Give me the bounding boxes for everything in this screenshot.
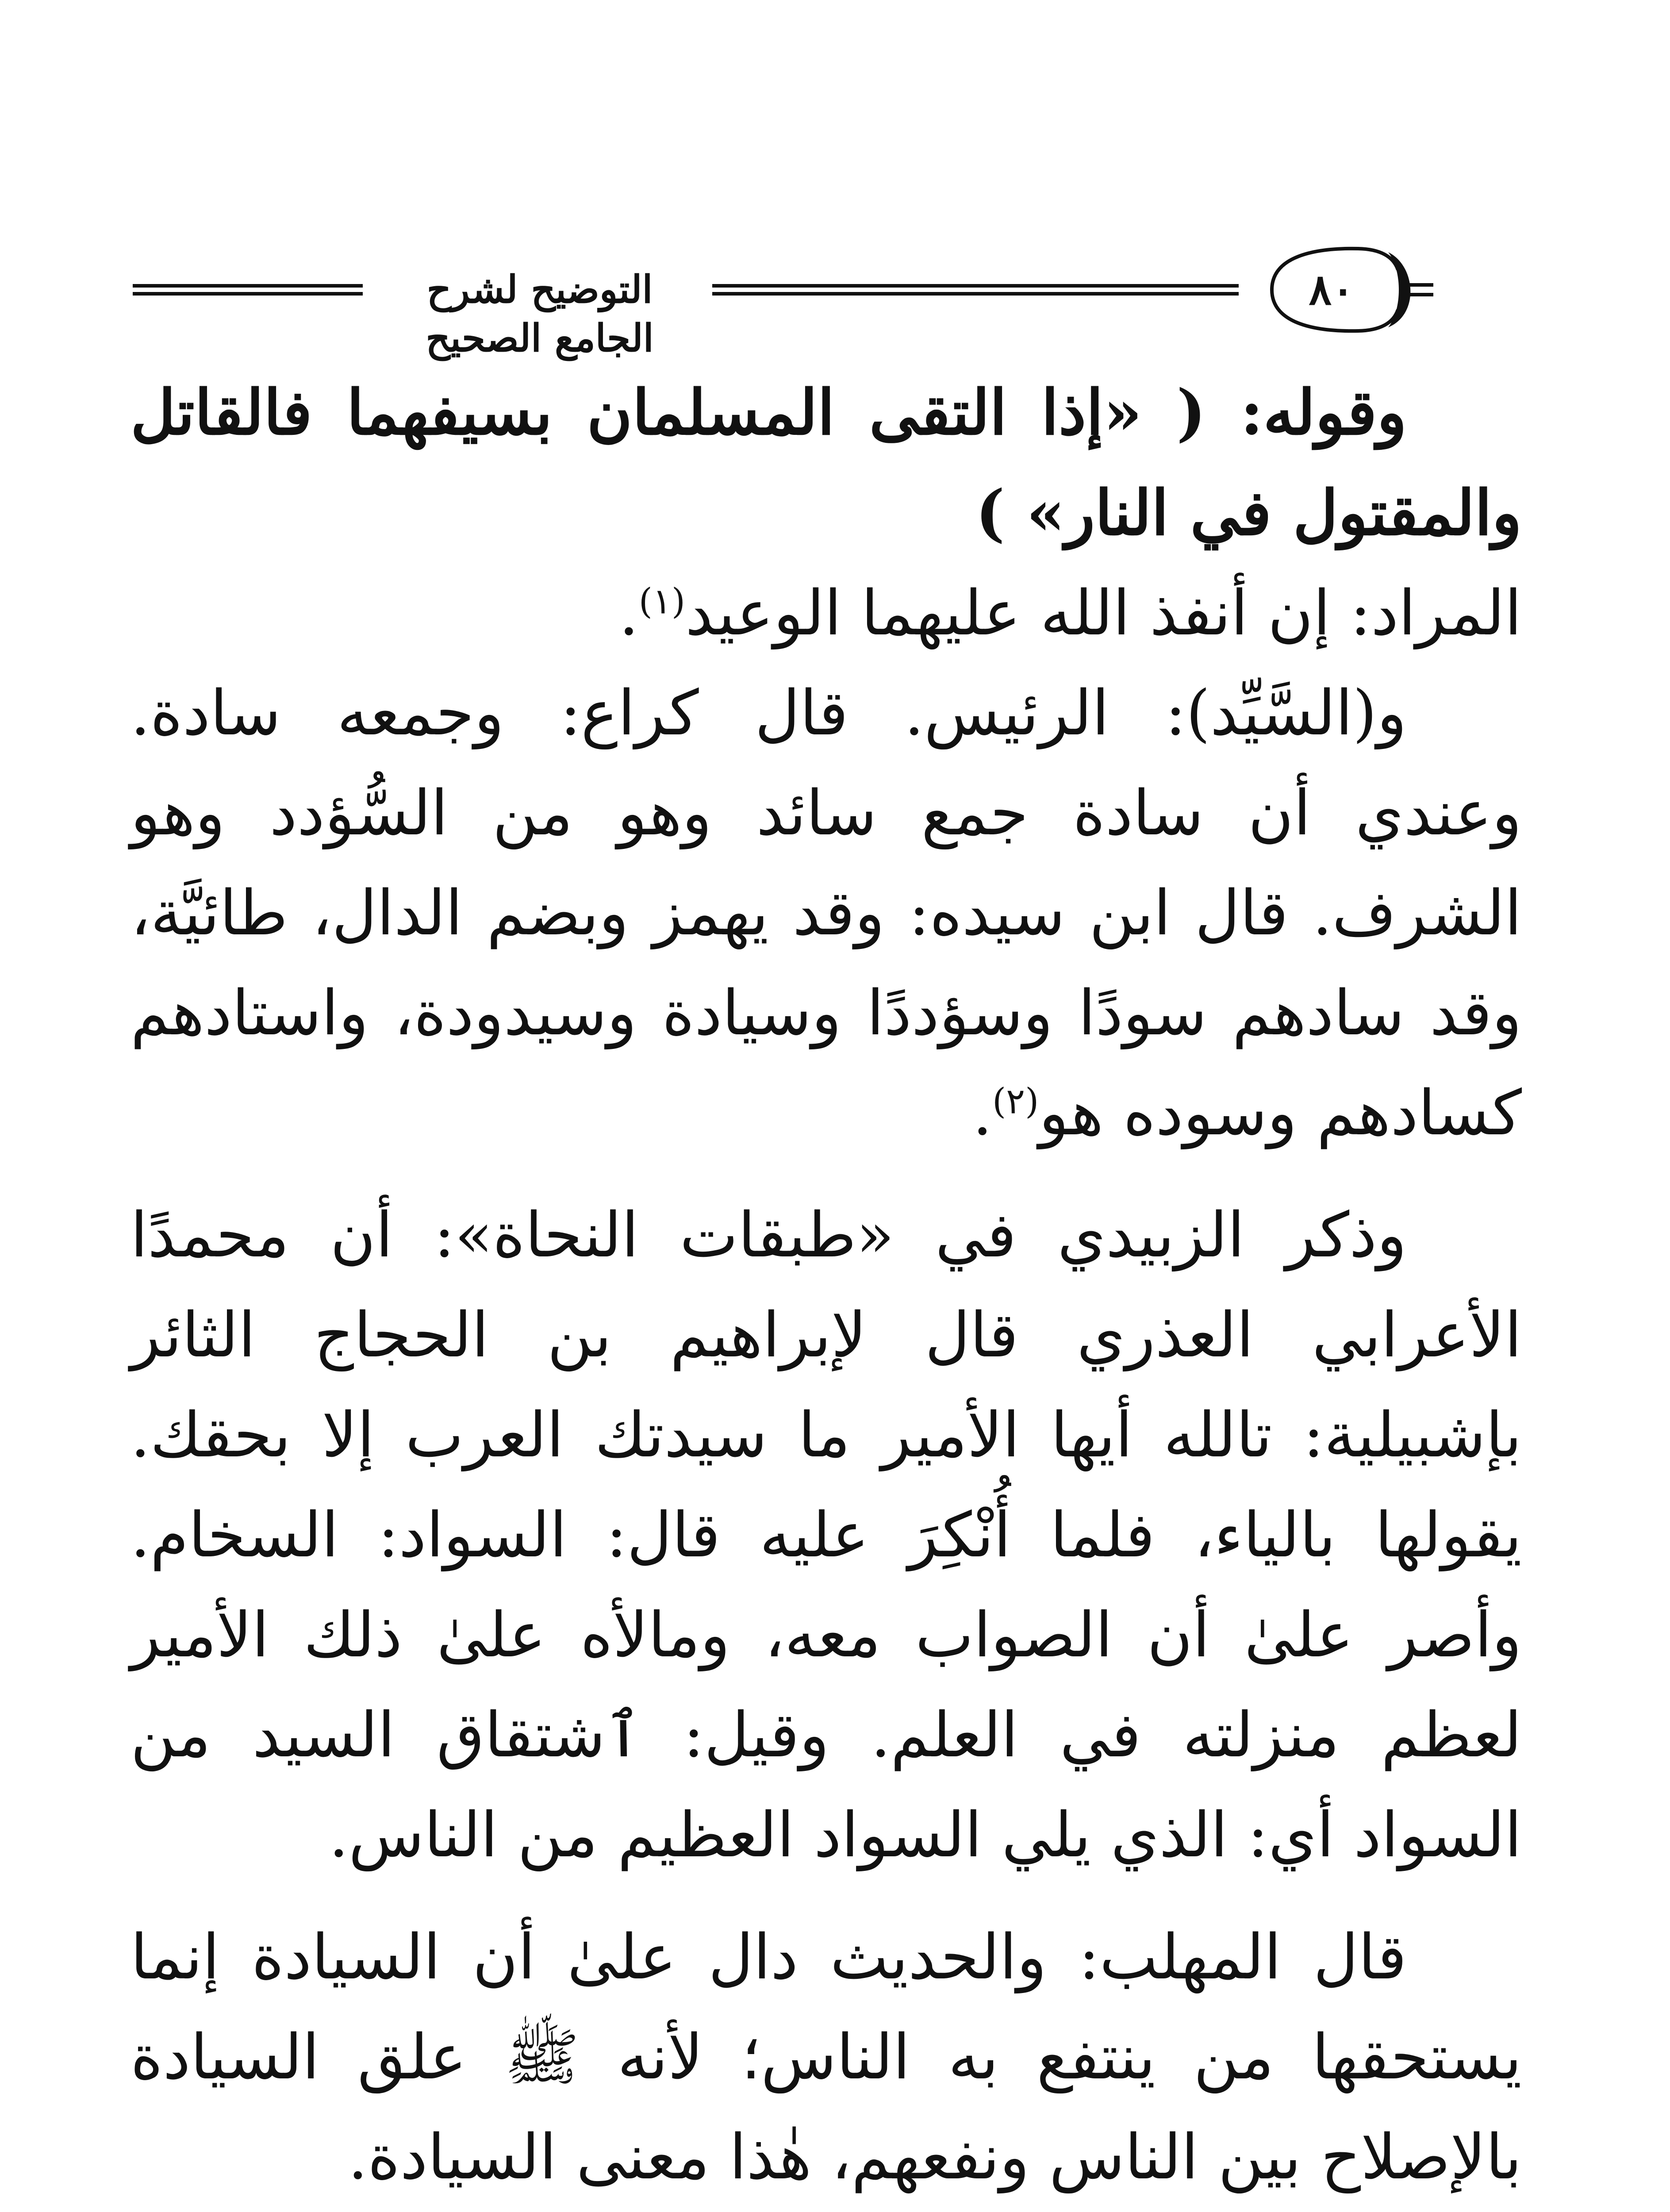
paragraph-1-end: . xyxy=(619,577,639,649)
paragraph-2-text: و(السَّيِّد): الرئيس. قال كراع: وجمعه سادة. وعندي أن سادة جمع سائد وهو من السُّؤدد وهو الشرف. قال ابن سيده: وقد يهمز وبضم الدال، طائيَّة، وقد سادهم سودًا وسؤددًا وسيادة وسيدودة، واستادهم كسادهم وسوده هو xyxy=(131,677,1522,1149)
paragraph-2-end: . xyxy=(972,1077,992,1149)
paragraph-1 xyxy=(131,363,1522,664)
footnote-ref-2[interactable]: (٢) xyxy=(992,1080,1039,1122)
page-header xyxy=(133,239,1517,361)
paragraph-1-text: المراد: إن أنفذ الله عليهما الوعيد xyxy=(685,577,1522,649)
paragraph-2 xyxy=(131,664,1522,1164)
page-number: ٨٠ xyxy=(1309,265,1355,315)
header-rule-middle xyxy=(712,284,1239,296)
running-title: التوضيح لشرح الجامع الصحيح xyxy=(426,267,654,361)
paragraph-3-text: وذكر الزبيدي في «طبقات النحاة»: أن محمدًا الأعرابي العذري قال لإبراهيم بن الحجاج الثائر بإشبيلية: تالله أيها الأمير ما سيدتك العرب إلا بحقك. يقولها بالياء، فلما أُنْكِرَ عليه قال: السواد: السخام. وأصر علىٰ أن الصواب معه، ومالأه علىٰ ذلك الأمير لعظم منزلته في العلم. وقيل: ٱشتقاق السيد من السواد أي: الذي يلي السواد العظيم من الناس. xyxy=(131,1199,1522,1871)
main-text xyxy=(131,363,1522,2212)
page-number-frame xyxy=(1248,239,1433,341)
footnote-ref-1[interactable]: (١) xyxy=(638,580,686,622)
paragraph-4-text: قال المهلب: والحديث دال علىٰ أن السيادة إنما يستحقها من ينتفع به الناس؛ لأنه ﷺ علق السيادة بالإصلاح بين الناس ونفعهم، هٰذا معنى السيادة. xyxy=(131,1921,1522,2193)
paragraph-4 xyxy=(131,1908,1522,2208)
paragraph-1-lemma: وقوله: ( «إذا التقى المسلمان بسيفهما فالقاتل والمقتول في النار» ) xyxy=(131,376,1522,549)
header-rule-left xyxy=(133,284,363,296)
paragraph-3 xyxy=(131,1186,1522,1886)
